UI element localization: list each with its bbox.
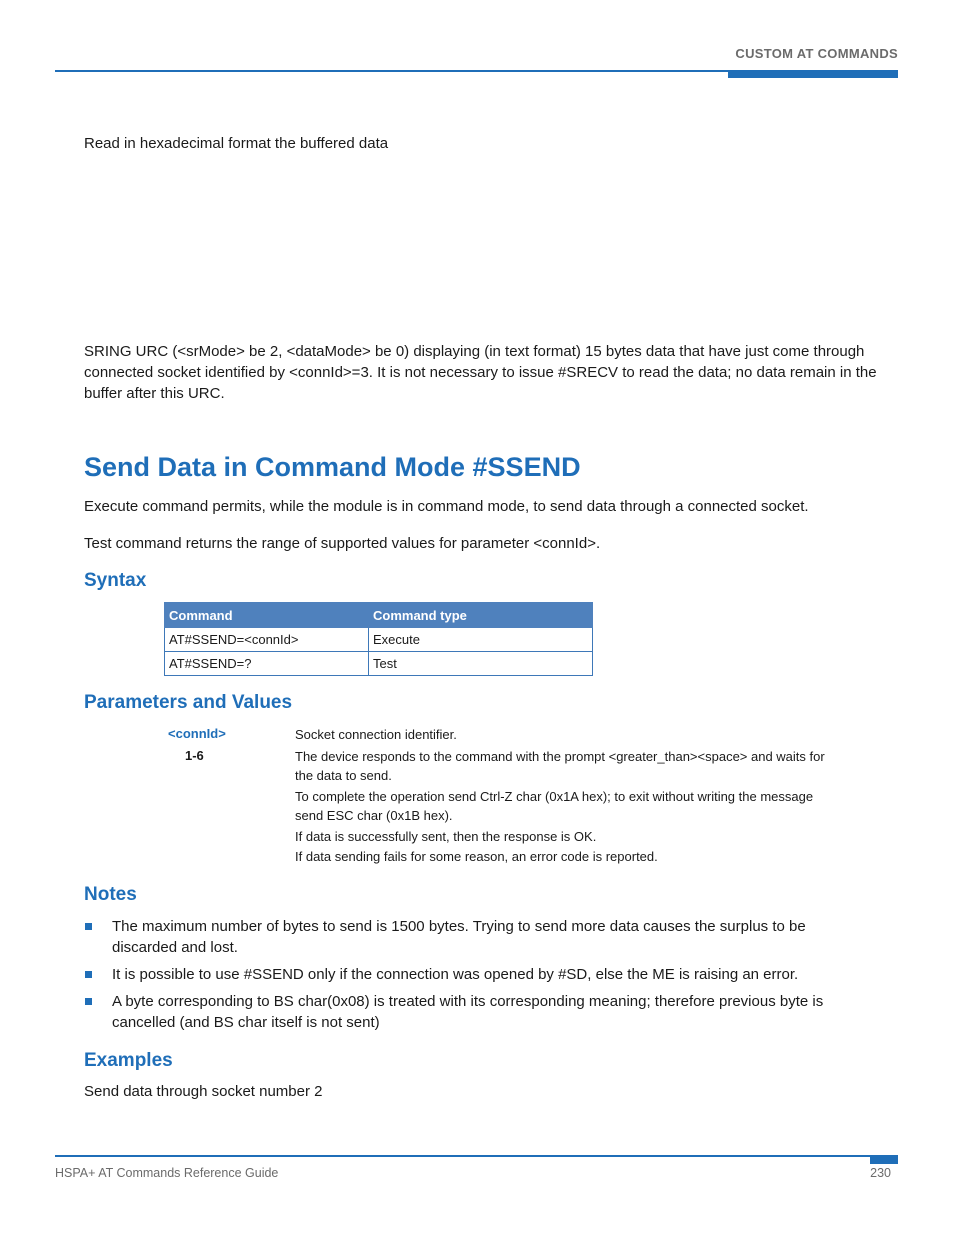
page-number: 230 [870, 1166, 891, 1180]
square-bullet-icon [85, 971, 92, 978]
header-accent-bar [728, 70, 898, 78]
test-description: Test command returns the range of supported values for parameter <connId>. [84, 535, 601, 552]
syntax-table-header [165, 603, 593, 628]
read-hex-text: Read in hexadecimal format the buffered data [84, 135, 389, 152]
square-bullet-icon [85, 923, 92, 930]
example-text: Send data through socket number 2 [84, 1083, 323, 1100]
table-row [165, 652, 593, 676]
parameters-heading: Parameters and Values [84, 692, 293, 713]
command-type-cell: Execute [369, 628, 593, 652]
section-title: Send Data in Command Mode #SSEND [84, 452, 581, 482]
note-text: A byte corresponding to BS char(0x08) is treated with its corresponding meaning; therefore previous byte is cancelled (and BS char itself is not sent) [112, 993, 824, 1031]
table-row [165, 628, 593, 652]
sring-urc-text: SRING URC (<srMode> be 2, <dataMode> be 0) displaying (in text format) 15 bytes data that have just come through connected socket identified by <connId>=3. It is not necessary to issue #SRECV to read the data; no data remain in the buffer after this URC. [84, 343, 877, 402]
parameter-name: <connId> [168, 726, 226, 741]
value-description: To complete the operation send Ctrl-Z char (0x1A hex); to exit without writing the message send ESC char (0x1B hex). [295, 789, 814, 823]
command-cell: AT#SSEND=<connId> [165, 628, 369, 652]
command-type-cell: Test [369, 652, 593, 676]
examples-heading: Examples [84, 1050, 173, 1071]
footer-accent-bar [870, 1155, 898, 1164]
command-cell: AT#SSEND=? [165, 652, 369, 676]
syntax-heading: Syntax [84, 570, 147, 591]
notes-heading: Notes [84, 884, 137, 905]
running-header: CUSTOM AT COMMANDS [735, 46, 898, 61]
note-text: The maximum number of bytes to send is 1500 bytes. Trying to send more data causes the surplus to be discarded and lost. [112, 918, 806, 956]
footer-document-title: HSPA+ AT Commands Reference Guide [55, 1166, 279, 1180]
parameter-value: 1-6 [185, 748, 204, 763]
square-bullet-icon [85, 998, 92, 1005]
value-description: The device responds to the command with the prompt <greater_than><space> and waits for the data to send. [295, 749, 825, 783]
syntax-table [164, 602, 593, 676]
execute-description: Execute command permits, while the module is in command mode, to send data through a connected socket. [84, 498, 809, 515]
parameter-description: Socket connection identifier. [295, 727, 457, 742]
value-description: If data is successfully sent, then the response is OK. [295, 829, 597, 844]
column-header-command-type: Command type [369, 603, 593, 628]
column-header-command: Command [165, 603, 369, 628]
note-text: It is possible to use #SSEND only if the connection was opened by #SD, else the ME is raising an error. [112, 966, 799, 983]
value-description: If data sending fails for some reason, an error code is reported. [295, 849, 658, 864]
footer-rule [55, 1155, 898, 1157]
